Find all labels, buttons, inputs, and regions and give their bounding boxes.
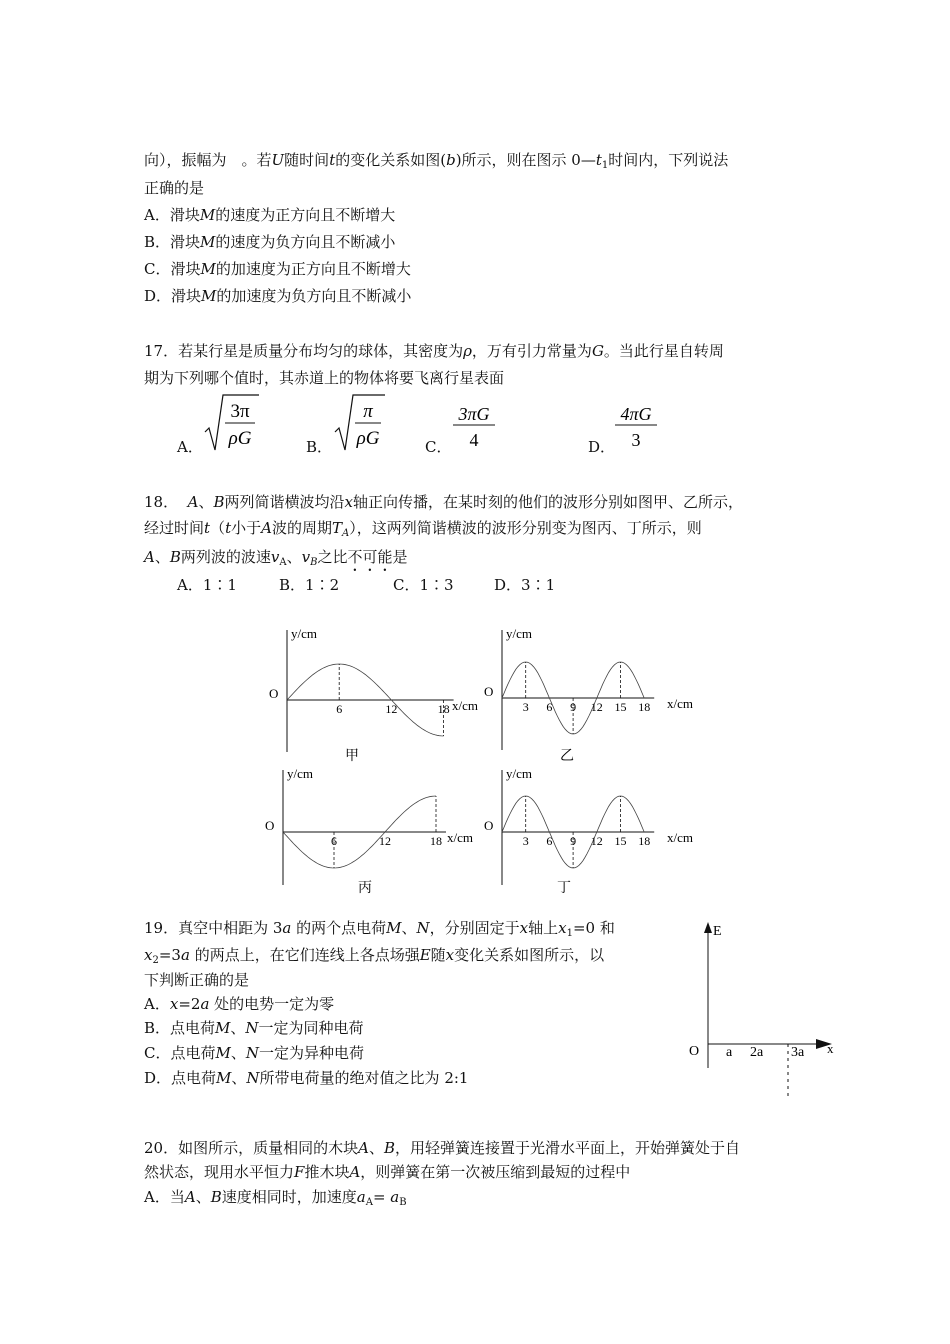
panel-1-tick-6: 6 (336, 702, 343, 716)
q16-option-d: D．滑块M的加速度为负方向且不断减小 (144, 287, 412, 305)
q16-line2: 正确的是 (144, 179, 205, 197)
panel-1-title: 甲 (345, 749, 359, 764)
e-axis-label: E (713, 924, 722, 939)
panel-1-tick-18: 18 (437, 702, 450, 716)
q16-option-a: A．滑块M的速度为正方向且不断增大 (144, 206, 396, 224)
panel-3-ylabel: y/cm (287, 766, 313, 781)
q17-option-a-den: ρG (228, 428, 252, 449)
panel-2-tick-15: 15 (614, 700, 627, 714)
panel-2-tick-9: 9 (570, 700, 577, 714)
q19-option-b: B．点电荷M、N一定为同种电荷 (144, 1019, 364, 1037)
q18-option-c: C．1∶3 (393, 576, 454, 594)
origin-label: O (689, 1044, 700, 1059)
panel-3-xlabel: x/cm (447, 830, 473, 845)
panel-1-tick-12: 12 (385, 702, 398, 716)
q17-line1: 17．若某行星是质量分布均匀的球体，其密度为ρ，万有引力常量为G。当此行星自转周 (144, 342, 724, 360)
panel-2-tick-12: 12 (590, 700, 603, 714)
q19-line3: 下判断正确的是 (144, 971, 250, 989)
q17-option-d-den: 3 (631, 430, 641, 450)
q20-line1: 20．如图所示，质量相同的木块A、B，用轻弹簧连接置于光滑水平面上，开始弹簧处于自 (144, 1139, 740, 1157)
panel-4-tick-3: 3 (522, 834, 529, 848)
q18-line3: A、B两列波的波速$v_A$、$v_B$之比不可能是 (144, 548, 408, 568)
q18-option-d: D．3∶1 (494, 576, 556, 594)
panel-3-tick-12: 12 (379, 834, 391, 848)
panel-3-origin: O (265, 818, 275, 833)
panel-1-origin: O (269, 686, 279, 701)
panel-2-ylabel: y/cm (506, 626, 532, 641)
q18-option-b: B．1∶2 (279, 576, 340, 594)
q17-option-c-frac (450, 398, 500, 454)
q17-line2: 期为下列哪个值时，其赤道上的物体将要飞离行星表面 (144, 369, 505, 387)
panel-1-xlabel: x/cm (452, 698, 478, 713)
q17-option-c-num: 3πG (458, 404, 490, 424)
panel-4-tick-9: 9 (570, 834, 577, 848)
q18-option-a: A．1∶1 (177, 576, 237, 594)
q19-option-c: C．点电荷M、N一定为异种电荷 (144, 1044, 365, 1062)
e-axis-arrow (704, 922, 712, 933)
panel-4-origin: O (484, 818, 494, 833)
panel-3-tick-18: 18 (430, 834, 442, 848)
q17-option-d-num: 4πG (620, 404, 652, 424)
panel-2-tick-6: 6 (546, 700, 553, 714)
q16-option-c: C．滑块M的加速度为正方向且不断增大 (144, 260, 411, 278)
q16-line1: 向），振幅为 。若U随时间t的变化关系如图(b)所示，则在图示 $0—t_1$时间内，下列说法 (144, 151, 729, 171)
x-axis-label: x (827, 1041, 834, 1056)
q18-line1: 18． A、B两列简谐横波均沿x轴正向传播，在某时刻的他们的波形分别如图甲、乙所示， (144, 493, 744, 511)
q19-line2: $x_2=3a$ 的两点上，在它们连线上各点场强E随x变化关系如图所示，以 (144, 946, 605, 966)
q18-wave-figures (250, 620, 720, 905)
q17-option-c-den: 4 (469, 430, 479, 450)
panel-2-title: 乙 (560, 749, 574, 764)
q17-option-d-frac (612, 398, 662, 454)
q17-option-b-letter: B． (306, 438, 333, 456)
q17-option-b-sqrt (333, 392, 389, 454)
q17-option-d-letter: D． (588, 438, 616, 456)
q17-option-a-num: 3π (230, 401, 250, 422)
q18-emphasis: 不可能 (347, 548, 393, 566)
q19-option-a: A．x=2a 处的电势一定为零 (144, 995, 335, 1013)
q17-option-a-letter: A． (177, 438, 203, 456)
panel-4-tick-15: 15 (614, 834, 627, 848)
panel-4-ylabel: y/cm (506, 766, 532, 781)
q17-option-c-letter: C． (425, 438, 452, 456)
panel-4-xlabel: x/cm (667, 830, 693, 845)
tick-2a: 2a (750, 1045, 764, 1060)
panel-3-tick-6: 6 (331, 834, 337, 848)
q17-option-a-sqrt (203, 392, 263, 454)
panel-2-tick-3: 3 (522, 700, 529, 714)
panel-2-xlabel: x/cm (667, 696, 693, 711)
q20-line2: 然状态，现用水平恒力F推木块A，则弹簧在第一次被压缩到最短的过程中 (144, 1163, 631, 1181)
q19-field-figure (680, 918, 850, 1098)
q18-line2: 经过时间t（t小于A波的周期$T_A$），这两列简谐横波的波形分别变为图丙、丁所示，则 (144, 519, 702, 539)
panel-4-tick-18: 18 (638, 834, 651, 848)
panel-3-title: 丙 (358, 881, 372, 896)
panel-2-origin: O (484, 684, 494, 699)
q16-option-b: B．滑块M的速度为负方向且不断减小 (144, 233, 396, 251)
tick-a: a (726, 1045, 733, 1060)
panel-4-tick-12: 12 (590, 834, 603, 848)
q20-option-a: A．当A、B速度相同时，加速度$a_A= a_B$ (144, 1188, 407, 1208)
q17-option-b-den: ρG (356, 428, 380, 449)
panel-4-title: 丁 (557, 881, 571, 896)
q19-line1: 19．真空中相距为 3a 的两个点电荷M、N，分别固定于x轴上$x_1=0$ 和 (144, 919, 615, 939)
q17-option-b-num: π (363, 401, 373, 422)
panel-4-tick-6: 6 (546, 834, 553, 848)
panel-2-tick-18: 18 (638, 700, 651, 714)
tick-3a: 3a (791, 1045, 805, 1060)
panel-1-ylabel: y/cm (291, 626, 317, 641)
q19-option-d: D．点电荷M、N所带电荷量的绝对值之比为 2:1 (144, 1069, 469, 1087)
